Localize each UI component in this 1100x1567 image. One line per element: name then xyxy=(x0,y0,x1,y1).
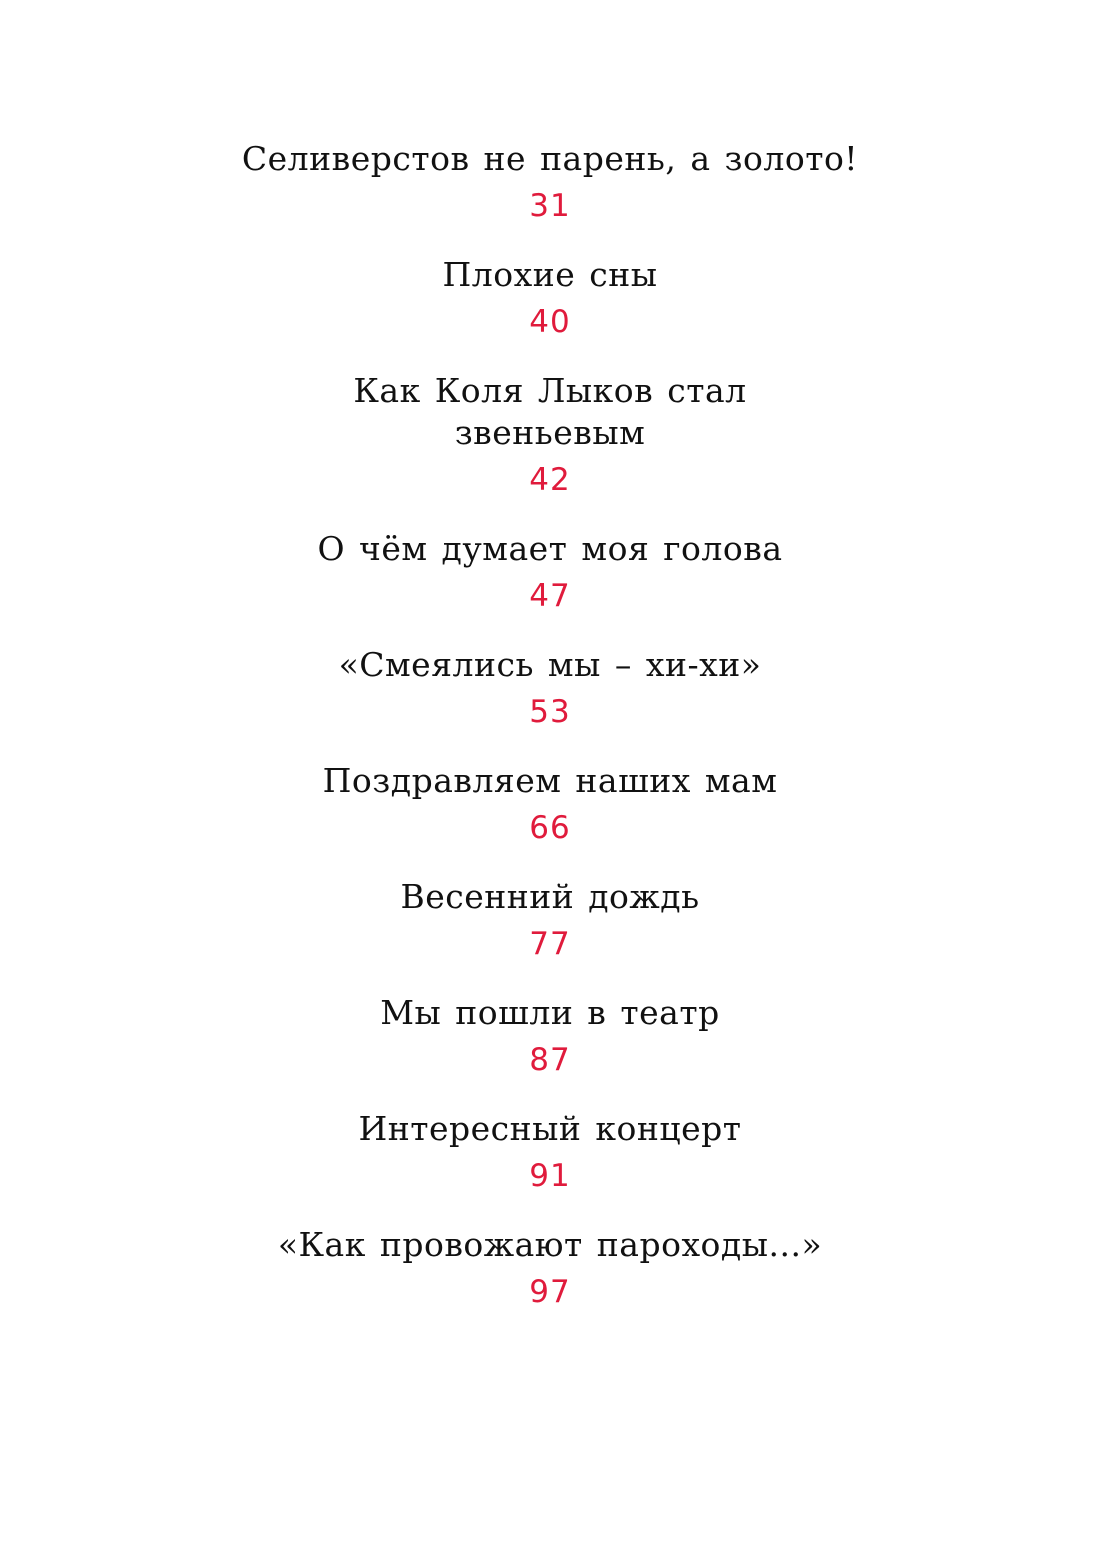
toc-entry[interactable] xyxy=(200,992,900,1080)
toc-entry-title: Плохие сны xyxy=(442,255,658,294)
toc-entry-page-number: 31 xyxy=(529,188,571,224)
toc-entry[interactable] xyxy=(200,1224,900,1312)
toc-entry-title: Поздравляем наших мам xyxy=(322,761,778,800)
toc-entry[interactable] xyxy=(200,644,900,732)
toc-entry[interactable] xyxy=(200,254,900,342)
toc-entry-page-number: 97 xyxy=(529,1274,571,1310)
toc-entry-page-number: 40 xyxy=(529,304,571,340)
toc-entry[interactable] xyxy=(200,760,900,848)
toc-entry-page-number: 47 xyxy=(529,578,571,614)
toc-entry-title: «Смеялись мы – хи-хи» xyxy=(338,645,762,684)
toc-entry[interactable] xyxy=(200,528,900,616)
toc-entry-title: О чём думает моя голова xyxy=(317,529,783,568)
toc-entry-page-number: 42 xyxy=(529,462,571,498)
toc-entry-page-number: 66 xyxy=(529,810,571,846)
toc-entry-page-number: 77 xyxy=(529,926,571,962)
toc-entry-title: Как Коля Лыков стал звеньевым xyxy=(353,371,747,452)
toc-entry-title: «Как провожают пароходы...» xyxy=(277,1225,823,1264)
toc-entry-title: Селиверстов не парень, а золото! xyxy=(241,139,859,178)
toc-entry-page-number: 53 xyxy=(529,694,571,730)
toc-entry[interactable] xyxy=(200,1108,900,1196)
toc-entry[interactable] xyxy=(200,370,900,500)
toc-entry-title: Мы пошли в театр xyxy=(380,993,720,1032)
toc-entry[interactable] xyxy=(200,876,900,964)
toc-entry-page-number: 91 xyxy=(529,1158,571,1194)
table-of-contents xyxy=(0,138,1100,1340)
toc-entry-title: Весенний дождь xyxy=(400,877,700,916)
toc-entry[interactable] xyxy=(200,138,900,226)
toc-entry-title: Интересный концерт xyxy=(358,1109,742,1148)
toc-entry-page-number: 87 xyxy=(529,1042,571,1078)
